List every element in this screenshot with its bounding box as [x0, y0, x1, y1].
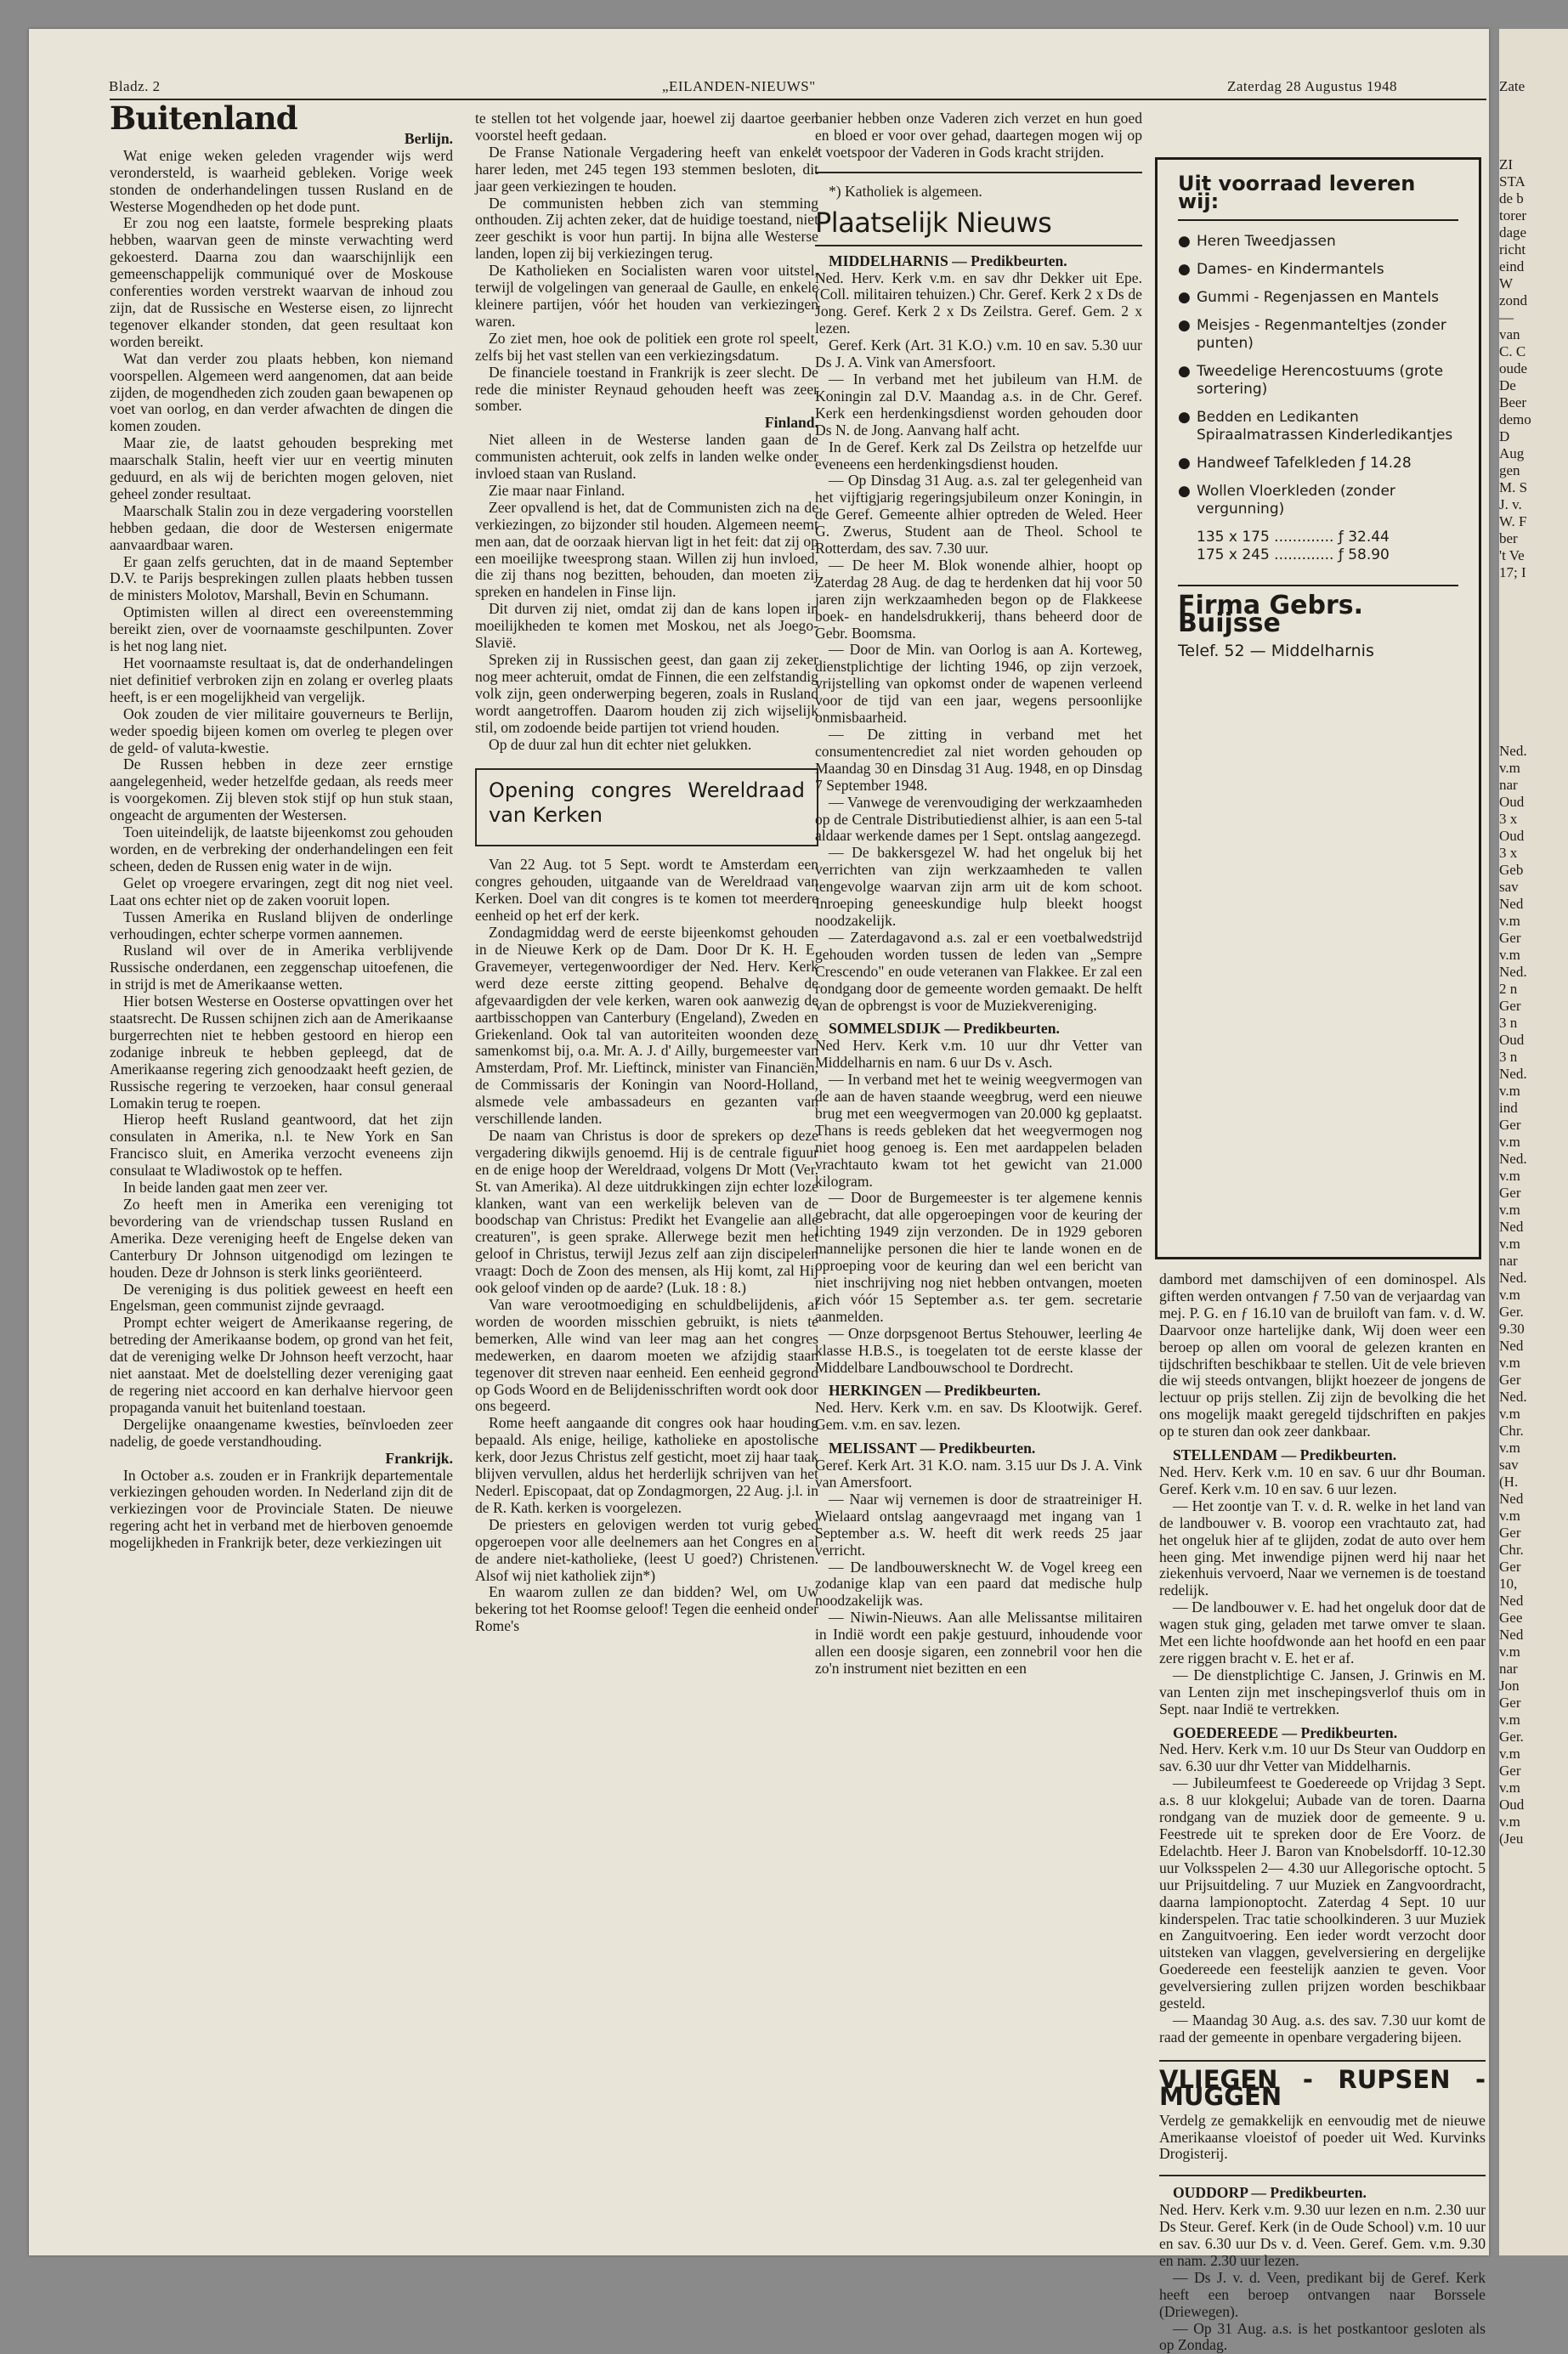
edge-line: (H. — [1499, 1474, 1519, 1490]
edge-line: Ned — [1499, 1593, 1524, 1609]
edge-line: Ger — [1499, 1763, 1521, 1779]
article-paragraph: Zo heeft men in Amerika een vereniging tot bevordering van de vriendschap tussen Rusland en Amerika. Deze vereniging heeft de Engelse deken van Canterbury Dr Johnson uitgenodigd om lezingen te houden. Deze dr Johnson is sterk links georiënteerd. — [110, 1196, 453, 1281]
column-2 — [475, 110, 818, 1635]
article-paragraph: De communisten hebben zich van stemming onthouden. Zij achten zeker, dat de huidige toestand, niet zeer geschikt is voor hun partij. In bijna alle Westerse landen, lopen zij bij verkiezingen terug. — [475, 194, 818, 263]
ad-vliegen-text: Verdelg ze gemakkelijk en eenvoudig met de nieuwe Amerikaanse vloeistof of poeder uit Wed. Kurvinks Drogisterij. — [1159, 2111, 1486, 2163]
edge-line: de b — [1499, 190, 1524, 207]
article-paragraph: te stellen tot het volgende jaar, hoewel zij daartoe geen voorstel heeft gedaan. — [475, 110, 818, 144]
column-buitenland — [110, 99, 453, 1552]
article-paragraph: Er gaan zelfs geruchten, dat in de maand September D.V. te Parijs besprekingen zullen plaats hebben tussen de ministers Molotov, Marshall, Bevin en Schumann. — [110, 552, 453, 604]
edge-line: Ger — [1499, 1185, 1521, 1201]
article-paragraph: — Door de Burgemeester is ter algemene kennis gebracht, dat alle opgeroepingen voor de keuring der lichting 1949 zijn verzonden. De in 1929 geboren mannelijke personen die hier te lande wonen en de oproeping voor de keuring dan wel een bericht van niet inschrijving nog niet hebben ontvangen, moeten zich vóór 15 September a.s. ter gem. secretarie aanmelden. — [815, 1189, 1142, 1325]
edge-line: Ger. — [1499, 1304, 1524, 1320]
article-paragraph: Er zou nog een laatste, formele bespreking plaats hebben, waarvan geen de minste verwachting werd gekoesterd. Daarna zou dan waarschijnlijk een gemeenschappelijk communiqué over de Moskouse conferenties worden verstrekt waarvan de inhoud zou zijn, dat de Russische en Westerse eisen, zo lijnrecht tegenover elkander stonden, dat geen resultaat kon worden bereikt. — [110, 214, 453, 350]
edge-line: sav — [1499, 1457, 1519, 1473]
article-paragraph: — Niwin-Nieuws. Aan alle Melissantse militairen in Indië wordt een pakje gestuurd, inhoudende voor allen een doosje sigaren, een zonnebril voor hen die zo'n instrument niet bezitten en een — [815, 1609, 1142, 1677]
edge-line: Ned — [1499, 1338, 1524, 1354]
edge-line: 't Ve — [1499, 547, 1525, 563]
edge-text-top — [1499, 156, 1567, 581]
article-paragraph: De Katholieken en Socialisten waren voor uitstel, terwijl de volgelingen van generaal de Gaulle, en enkele kleinere partijen, vóór het houden van verkiezingen waren. — [475, 262, 818, 330]
ad-size-2: 175 x 245 ............. ƒ 58.90 — [1197, 546, 1390, 563]
edge-line: v.m — [1499, 1440, 1520, 1456]
edge-line: Ger — [1499, 1117, 1521, 1133]
article-paragraph: Niet alleen in de Westerse landen gaan de communisten achteruit, ook zelfs in landen welke onder invloed staan van Rusland. — [475, 431, 818, 483]
article-paragraph: — De bakkersgezel W. had het ongeluk bij het verrichten van zijn werkzaamheden te vallen tengevolge waarvan zijn arm uit de kom schoot. Inroeping geneeskundige hulp bleekt hoogst noodzakelijk. — [815, 844, 1142, 929]
article-paragraph: Ned Herv. Kerk v.m. 10 uur dhr Vetter van Middelharnis en nam. 6 uur Ds v. Asch. — [815, 1037, 1142, 1072]
article-paragraph: — De zitting in verband met het consumentencrediet zal niet worden gehouden op Maandag 30 en Dinsdag 31 Aug. 1948, en op Dinsdag 7 September 1948. — [815, 726, 1142, 794]
edge-line: v.m — [1499, 760, 1520, 776]
edge-line: Oud — [1499, 1797, 1525, 1813]
edge-line: v.m — [1499, 1746, 1520, 1762]
edge-line: v.m — [1499, 1134, 1520, 1150]
edge-line: v.m — [1499, 1083, 1520, 1099]
edge-line: De — [1499, 377, 1516, 393]
subhead-ouddorp: OUDDORP — Predikbeurten. — [1159, 2175, 1486, 2202]
edge-line: Ned. — [1499, 1389, 1527, 1405]
article-paragraph: Geref. Kerk (Art. 31 K.O.) v.m. 10 en sav. 5.30 uur Ds J. A. Vink van Amersfoort. — [815, 337, 1142, 371]
article-paragraph: — Het zoontje van T. v. d. R. welke in het land van de landbouwer v. B. voorop een vrachtauto zat, had het ongeluk hier af te glijden, zodat de auto over hem heen ging. Met inwendige pijnen werd hij naar het ziekenhuis vervoerd, Naar we vernemen is de toestand redelijk. — [1159, 1497, 1486, 1599]
article-paragraph: Wat dan verder zou plaats hebben, kon niemand voorspellen. Algemeen werd aangenomen, dat aan beide zijden, de mogendheden zich zouden gaan bewapenen op voet van oorlog, en dan verder afwachten de dingen die komen zouden. — [110, 349, 453, 435]
column-4 — [1159, 1271, 1486, 2354]
edge-line: v.m — [1499, 1644, 1520, 1660]
edge-line: 9.30 — [1499, 1321, 1525, 1337]
article-paragraph: — De dienstplichtige C. Jansen, J. Grinwis en M. van Lenten zijn met inschepingsverlof thuis om in Sept. naar Indië te vertrekken. — [1159, 1666, 1486, 1717]
edge-line: Ned — [1499, 1627, 1524, 1643]
edge-line: v.m — [1499, 1814, 1520, 1830]
article-paragraph: Optimisten willen al direct een overeenstemming bereikt zien, over de voornaamste geschilpunten. Zover is het nog lang niet. — [110, 603, 453, 655]
article-paragraph: De vereniging is dus politiek geweest en heeft een Engelsman, geen communist zijnde gevraagd. — [110, 1280, 453, 1315]
edge-line: Ger — [1499, 998, 1521, 1014]
edge-line: Chr. — [1499, 1423, 1524, 1439]
edge-line: nar — [1499, 1661, 1518, 1677]
edge-line: (Jeu — [1499, 1831, 1524, 1847]
edge-line: richt — [1499, 241, 1526, 257]
edge-line: v.m — [1499, 1236, 1520, 1252]
edge-line: gen — [1499, 462, 1520, 478]
edge-line: Ned. — [1499, 964, 1527, 980]
subhead-melissant: MELISSANT — Predikbeurten. — [829, 1440, 1036, 1457]
edge-line: v.m — [1499, 1287, 1520, 1303]
edge-line: sav — [1499, 879, 1519, 895]
edge-line: Ger — [1499, 930, 1521, 946]
article-paragraph: Geref. Kerk Art. 31 K.O. nam. 3.15 uur Ds J. A. Vink van Amersfoort. — [815, 1457, 1142, 1491]
next-page-edge — [1499, 29, 1568, 2255]
edge-line: 3 n — [1499, 1015, 1518, 1031]
ad-town: Middelharnis — [1271, 642, 1374, 660]
dateline-finland: Finland. — [764, 414, 818, 432]
ad-items — [1178, 233, 1458, 518]
edge-line: 10, — [1499, 1576, 1518, 1592]
ad-item: ● Wollen Vloerkleden (zonder vergunning) — [1178, 483, 1458, 518]
edge-line: Ned. — [1499, 743, 1527, 759]
edge-line: W — [1499, 275, 1514, 291]
article-paragraph: dambord met damschijven of een dominospel. Als giften werden ontvangen ƒ 7.50 van de verjaardag van mej. P. G. en ƒ 16.10 van de bruiloft van fam. v. d. W. Daarvoor onze hartelijke dank, Wij doen weer een beroep op allen om vooral de gelezen kranten en tijdschriften beschikbaar te stellen. Uit de vele brieven die wij steeds ontvangen, blijkt hoezeer de jongens de lectuur op prijs stellen. Zij zijn de bevolking die het ons mogelijk maakt geregeld tijdschriften en pakjes op te sturen dan ook zeer dankbaar. — [1159, 1270, 1486, 1440]
article-paragraph: Zondagmiddag werd de eerste bijeenkomst gehouden in de Nieuwe Kerk op de Dam. Door Dr K. H. E. Gravemeyer, vertegenwoordiger der Ned. Herv. Kerk werd deze eerste zitting geopend. Behalve de afgevaardigden der vele kerken, waren ook aanwezig de aartbisschoppen van Canterbury (Engeland), Zweden en Griekenland. Ook tal van autoriteiten woonden deze samenkomst bij, o.a. Mr. A. J. d' Ailly, burgemeester van Amsterdam, Prof. Mr. Lieftinck, minister van Financiën, de Commissaris der Koningin van Noord-Holland, alsmede vele ambassadeurs en gezanten van verschillende landen. — [475, 924, 818, 1128]
article-paragraph: Prompt echter weigert de Amerikaanse regering, de betreding der Amerikaanse bodem, op grond van het feit, dat de vereniging welke Dr Johnson heeft verzocht, haar niet aanstaat. Met de doelstelling dezer vereniging gaat de regering niet accoord en kan derhalve hiervoor geen propaganda vanuit het buitenland toestaan. — [110, 1314, 453, 1416]
edge-line: nar — [1499, 777, 1518, 793]
subhead-middelharnis: MIDDELHARNIS — Predikbeurten. — [829, 252, 1067, 269]
edge-line: ZI — [1499, 156, 1514, 173]
article-paragraph: Rusland wil over de in Amerika verblijvende Russische onderdanen, een zeggenschap uitoefenen, die in strijd is met de Amerikaanse wetten. — [110, 942, 453, 993]
edge-line: Ned. — [1499, 1066, 1527, 1082]
article-paragraph: — Op 31 Aug. a.s. is het postkantoor gesloten als op Zondag. — [1159, 2319, 1486, 2354]
edge-line: STA — [1499, 173, 1526, 190]
subhead-sommelsdijk: SOMMELSDIJK — Predikbeurten. — [829, 1020, 1060, 1038]
edge-line: Ger — [1499, 1372, 1521, 1388]
newspaper-page — [29, 29, 1489, 2354]
edge-line: nar — [1499, 1253, 1518, 1269]
paper-name: „EILANDEN-NIEUWS" — [662, 78, 816, 94]
edge-line: Ger — [1499, 1525, 1521, 1541]
article-paragraph: — Maandag 30 Aug. a.s. des sav. 7.30 uur komt de raad der gemeente in openbare vergadering bijeen. — [1159, 2011, 1486, 2046]
article-paragraph: Dergelijke onaangename kwesties, beïnvloeden zeer nadelig, de goede verstandhouding. — [110, 1415, 453, 1450]
subhead-stellendam: STELLENDAM — Predikbeurten. — [1173, 1446, 1397, 1464]
edge-line: Ger — [1499, 1559, 1521, 1575]
article-paragraph: In de Geref. Kerk zal Ds Zeilstra op hetzelfde uur eveneens een herdenkingsdienst houden. — [815, 438, 1142, 472]
ad-size-1: 135 x 175 ............. ƒ 32.44 — [1197, 529, 1390, 546]
ad-item: ● Bedden en Ledikanten Spiraalmatrassen Kinderledikantjes — [1178, 409, 1458, 444]
edge-line: Oud — [1499, 828, 1525, 844]
article-paragraph: — De landbouwer v. E. had het ongeluk door dat de wagen stuk ging, geladen met tarwe omver te slaan. Met een lichte hoofdwonde aan het hoofd en een paar zere riggen bracht v. E. het er af. — [1159, 1599, 1486, 1666]
edge-line: v.m — [1499, 1355, 1520, 1371]
edge-line: Ned. — [1499, 1270, 1527, 1286]
article-paragraph: Dit durven zij niet, omdat zij dan de kans lopen in moeilijkheden te komen met Moskou, net als Joego-Slavië. — [475, 600, 818, 652]
article-paragraph: Tussen Amerika en Rusland blijven de onderlinge verhoudingen, echter scherpe vormen aannemen. — [110, 908, 453, 942]
edge-line: Ger. — [1499, 1729, 1524, 1745]
ad-item: ● Tweedelige Herencostuums (grote sortering) — [1178, 363, 1458, 399]
ad-item: ● Handweef Tafelkleden ƒ 14.28 — [1178, 455, 1458, 472]
section-title-buitenland: Buitenland — [110, 99, 297, 137]
article-paragraph: Ook zouden de vier militaire gouverneurs te Berlijn, weder spoedig bijeen komen om overleg te plegen over de geld- of valuta-kwestie. — [110, 705, 453, 756]
article-paragraph: Van ware verootmoediging en schuldbelijdenis, al worden de woorden misschien gebruikt, is niets te bemerken, Alle wind van leer mag aan het congres medewerken, en daarom moeten we afzijdig staan tegenover dit streven naar eenheid. Een eenheid gegrond op Gods Woord en de Belijdenisschriften wordt ook door ons begeerd. — [475, 1296, 818, 1415]
article-paragraph: Van 22 Aug. tot 5 Sept. wordt te Amsterdam een congres gehouden, uitgaande van de Wereldraad van Kerken. Doel van dit congres is te komen tot meerdere eenheid op het erf der kerk. — [475, 856, 818, 925]
edge-line: ind — [1499, 1100, 1518, 1116]
article-paragraph: Wat enige weken geleden vragender wijs werd verondersteld, is waarheid gebleken. Vorige week stonden de onderhandelingen tussen Rusland en de Westerse Mogendheden op het dode punt. — [110, 146, 453, 215]
article-paragraph: — De landbouwersknecht W. de Vogel kreeg een zodanige klap van een paard dat medische hulp noodzakelijk was. — [815, 1558, 1142, 1610]
edge-line: J. v. — [1499, 496, 1522, 512]
edge-line: 3 x — [1499, 845, 1518, 861]
advertisement-buijsse — [1155, 157, 1481, 1259]
article-paragraph: — Op Dinsdag 31 Aug. a.s. zal ter gelegenheid van het vijftigjarig regeringsjubileum onzer Koningin, in de Geref. Gemeente alhier optreden de Weled. Heer G. Zwerus, Student aan de Theol. School te Rotterdam, des sav. 7.30 uur. — [815, 472, 1142, 557]
edge-line: v.m — [1499, 1168, 1520, 1184]
edge-line: 2 n — [1499, 981, 1518, 997]
article-paragraph: Rome heeft aangaande dit congres ook haar houding bepaald. Als enige, heilige, katholieke en apostolische kerk, door Jezus Christus zelf gesticht, moet zij haar taak blijven vervullen, aldus het herderlijk schrijven van het Nederl. Episcopaat, dat op Zondagmorgen, 22 Aug. j.l. in de R. Kath. kerken is voorgelezen. — [475, 1414, 818, 1516]
header-rule — [110, 99, 1486, 100]
article-paragraph: Het voornaamste resultaat is, dat de onderhandelingen niet definitief verbroken zijn en zolang er overleg plaats heeft, is er een mogelijkheid van vergelijk. — [110, 654, 453, 705]
article-paragraph: Hier botsen Westerse en Oosterse opvattingen over het staatsrecht. De Russen schijnen zich aan de Amerikaanse burgerrechten niet te hebben gestoord en hierop een zodanige inbreuk te hebben gepleegd, dat de Amerikaanse regering zich genoodzaakt heeft gezien, de Russische regering te verzoeken, haar consul generaal Lomakin terug te roepen. — [110, 993, 453, 1112]
edge-line: 3 x — [1499, 811, 1518, 827]
article-paragraph: — Zaterdagavond a.s. zal er een voetbalwedstrijd gehouden worden tussen de leden van „Sempre Crescendo" en oude veteranen van Flakkee. Er zal een rondgang door de gemeente worden gemaakt. De helft van de opbrengst is voor de Muziekvereniging. — [815, 928, 1142, 1014]
edge-line: Geb — [1499, 862, 1524, 878]
article-paragraph: Zo ziet men, hoe ook de politiek een grote rol speelt, zelfs bij het vast stellen van een verkiezingsdatum. — [475, 329, 818, 364]
article-paragraph: — Vanwege de verenvoudiging der werkzaamheden op de Centrale Distributiedienst alhier, is aan een 5-tal aldaar werkende dames per 1 Sept. ontslag aangezegd. — [815, 793, 1142, 845]
ad-contact: Telef. 52 — Middelharnis — [1178, 642, 1374, 660]
article-paragraph: — In verband met het jubileum van H.M. de Koningin zal D.V. Maandag a.s. in de Chr. Geref. Kerk een herdenkingsdienst worden gehouden door Ds N. de Jong. Aanvang half acht. — [815, 370, 1142, 439]
edge-line: v.m — [1499, 1780, 1520, 1796]
edge-line: Ger — [1499, 1695, 1521, 1711]
article-paragraph: De financiele toestand in Frankrijk is zeer slecht. De rede die minister Reynaud gehouden heeft was zeer somber. — [475, 363, 818, 415]
article-paragraph: De Russen hebben in deze zeer ernstige aangelegenheid, weder hetzelfde gedaan, als reeds meer is voorgekomen. Zij bleven stok stijf op hun stuk staan, ongeacht de argumenten der Westersen. — [110, 755, 453, 824]
edge-line: Oud — [1499, 1032, 1525, 1048]
article-paragraph: In beide landen gaat men zeer ver. — [123, 1179, 328, 1197]
ad-title: Uit voorraad leveren wij: — [1178, 175, 1458, 221]
edge-text-bottom — [1499, 743, 1567, 1848]
page-date: Zaterdag 28 Augustus 1948 — [1227, 78, 1397, 94]
ad-tel: Telef. 52 — [1178, 642, 1245, 660]
page-number: Bladz. 2 — [109, 78, 161, 94]
edge-header: Zate — [1499, 78, 1526, 94]
section-title-plaatselijk: Plaatselijk Nieuws — [815, 206, 1142, 246]
article-paragraph: In October a.s. zouden er in Frankrijk departementale verkiezingen gehouden worden. In Nederland zijn dit de verkiezingen voor de Provinciale Staten. De nieuwe regering acht het in verband met de hierboven genoemde mogelijkheden in Frankrijk beter, deze verkiezingen uit — [110, 1466, 453, 1552]
edge-line: M. S — [1499, 479, 1528, 495]
edge-line: Ned — [1499, 896, 1524, 912]
edge-line: van — [1499, 326, 1520, 342]
article-paragraph: Hierop heeft Rusland geantwoord, dat het zijn consulaten in Amerika, n.l. te New York en San Francisco sluit, en Amerika verzocht eveneens zijn consulaat te Wladiwostok op te heffen. — [110, 1111, 453, 1180]
article-paragraph: Zeer opvallend is het, dat de Communisten zich na de verkiezingen, zo bijzonder stil houden. Algemeen neemt men aan, dat de oorzaak hiervan ligt in het feit: dat zij op een moeilijke tweesprong staan. Willen zij hun invloed, die zij thans nog bezitten, behouden, dan moeten zij spreken en handelen in Finse lijn. — [475, 498, 818, 601]
article-paragraph: Zie maar naar Finland. — [489, 481, 626, 499]
edge-line: v.m — [1499, 1406, 1520, 1422]
article-paragraph: Op de duur zal hun dit echter niet gelukken. — [489, 735, 752, 753]
headline-box — [475, 768, 818, 846]
edge-line: v.m — [1499, 947, 1520, 963]
ad-item: ● Dames- en Kindermantels — [1178, 261, 1458, 279]
article-paragraph: — Door de Min. van Oorlog is aan A. Korteweg, dienstplichtige der lichting 1946, op zijn verzoek, vrijstelling van opkomst onder de wapenen verleend voor de tijd van een jaar, wegens persoonlijke onmisbaarheid. — [815, 641, 1142, 727]
article-paragraph: Toen uiteindelijk, de laatste bijeenkomst zou gehouden worden, en de verbreking der onderhandelingen een feit scheen, deden de Russen enig water in de wijn. — [110, 823, 453, 874]
article-paragraph: Ned. Herv. Kerk v.m. 10 uur Ds Steur van Ouddorp en sav. 6.30 uur dhr Vetter van Middelharnis. — [1159, 1740, 1486, 1775]
edge-line: zond — [1499, 292, 1528, 308]
edge-line: D — [1499, 428, 1510, 444]
dateline-berlijn: Berlijn. — [404, 129, 453, 147]
divider — [815, 172, 1142, 173]
article-paragraph: Maar zie, de laatst gehouden bespreking met maarschalk Stalin, heeft vier uur en veertig minuten geduurd, en als wij de berichten mogen geloven, niet geheel zonder resultaat. — [110, 434, 453, 502]
edge-line: 17; I — [1499, 564, 1526, 580]
footnote: *) Katholiek is algemeen. — [829, 182, 982, 200]
article-paragraph: De priesters en gelovigen werden tot vurig gebed opgeroepen voor alle deelnemers aan het Congres en al de andere niet-katholieke, (leest U goed?) Christenen. Alsof wij niet katholiek zijn*) — [475, 1515, 818, 1584]
edge-line: v.m — [1499, 1508, 1520, 1524]
article-paragraph: — Naar wij vernemen is door de straatreiniger H. Wielaard ontslag aangevraagd met ingang van 1 September a.s. W. heeft dit werk reeds 25 jaar verricht. — [815, 1490, 1142, 1559]
edge-line: W. F — [1499, 513, 1527, 529]
edge-line: Aug — [1499, 445, 1525, 461]
edge-line: v.m — [1499, 1202, 1520, 1218]
edge-line: Gee — [1499, 1610, 1523, 1626]
edge-line: v.m — [1499, 1712, 1520, 1728]
article-paragraph: En waarom zullen ze dan bidden? Wel, om Uw bekering tot het Roomse geloof! Tegen die eenheid onder Rome's — [475, 1583, 818, 1635]
headline-wereldraad: Opening congres Wereldraad van Kerken — [489, 778, 805, 828]
article-paragraph: Spreken zij in Russischen geest, dan gaan zij zeker nog meer achteruit, omdat de Finnen, die een zelfstandig volk zijn, geen onderwerping begeren, zoals in Rusland wordt aangetroffen. Daarom houden zij zich wijselijk stil, om zodoende beide partijen tot vriend houden. — [475, 651, 818, 736]
article-paragraph: Ned. Herv. Kerk v.m. 10 en sav. 6 uur dhr Bouman. Geref. Kerk v.m. 10 en sav. 6 uur lezen. — [1159, 1463, 1486, 1497]
edge-line: v.m — [1499, 913, 1520, 929]
article-paragraph: Ned. Herv. Kerk v.m. 9.30 uur lezen en n.m. 2.30 uur Ds Steur. Geref. Kerk (in de Oude School) v.m. 10 uur en sav. 6.30 uur Ds v. d. Veen. Geref. Gem. v.m. 9.30 en nam. 2.30 uur lezen. — [1159, 2201, 1486, 2269]
edge-line: — — [1499, 309, 1514, 325]
subhead-herkingen: HERKINGEN — Predikbeurten. — [829, 1382, 1041, 1400]
edge-line: Oud — [1499, 794, 1525, 810]
edge-line: eind — [1499, 258, 1525, 274]
edge-line: demo — [1499, 411, 1531, 427]
ad-item: ● Heren Tweedjassen — [1178, 233, 1458, 251]
article-paragraph: — Ds J. v. d. Veen, predikant bij de Geref. Kerk heeft een beroep ontvangen naar Borssele (Driewegen). — [1159, 2268, 1486, 2320]
article-paragraph: De Franse Nationale Vergadering heeft van enkele harer leden, met 245 tegen 193 stemmen besloten, dit jaar geen verkiezingen te houden. — [475, 143, 818, 195]
article-paragraph: — De heer M. Blok wonende alhier, hoopt op Zaterdag 28 Aug. de dag te herdenken dat hij voor 50 jaren zijn werkzaamheden begon op de Flakkeese boek- en handelsdrukkerij, thans beheerd door de Gebr. Boomsma. — [815, 556, 1142, 642]
edge-line: ber — [1499, 530, 1518, 546]
article-paragraph: — Jubileumfeest te Goedereede op Vrijdag 3 Sept. a.s. 8 uur klokgelui; Aubade van de toren. Daarna rondgang van de muziek door de gemeente. 9 u. Feestrede uit te spreken door de Ere Voorz. de Edelachtb. Heer J. Baron van Knobelsdorff. 10-12.30 uur Volksspelen 2— 4.30 uur Allegorische optocht. 5 uur Prijsuitdeling. 7 uur Muziek en Zangvoordracht, daarna lampionoptocht. Zaterdag 4 Sept. 10 uur kinderspelen. Trac tatie schoolkinderen. 3 uur Muziek en Zanguitvoering. Een ieder wordt verzocht door uitsteken van vlaggen, gevelversiering en dergelijke Goedereede een feestelijk aanzien te geven. Voor gevelversiering zullen prijzen worden beschikbaar gesteld. — [1159, 1774, 1486, 2012]
ad-firm: Firma Gebrs. Buijsse — [1178, 585, 1458, 632]
edge-line: Ned. — [1499, 1151, 1527, 1167]
edge-line: Ned — [1499, 1219, 1524, 1235]
edge-line: 3 n — [1499, 1049, 1518, 1065]
edge-line: Jon — [1499, 1678, 1520, 1694]
article-paragraph: De naam van Christus is door de sprekers op deze vergadering dikwijls genoemd. Hij is de centrale figuur en de enige hoop der Wereldraad, volgens Dr Mott (Ver. St. van Amerika). Al deze uitdrukkingen zijn echter loze klanken, want van een werkelijk beleven van de boodschap van Christus: Predikt het Evangelie aan alle creaturen", is geen sprake. Allerwege bezit men het geloof in Christus, terwijl Jezus zelf aan zijn discipelen vraagt: Doch de Zoon des mensen, als Hij komt, zal Hij ook geloof vinden op de aarde? (Luk. 18 : 8.) — [475, 1126, 818, 1297]
edge-line: oude — [1499, 360, 1528, 376]
edge-line: Chr. — [1499, 1542, 1524, 1558]
article-paragraph: banier hebben onze Vaderen zich verzet en hun goed en bloed er voor over gehad, daartegen mogen wij op 't voetspoor der Vaderen in Gods kracht strijden. — [815, 110, 1142, 161]
article-paragraph: Ned. Herv. Kerk v.m. en sav. Ds Klootwijk. Geref. Gem. v.m. en sav. lezen. — [815, 1399, 1142, 1434]
column-3 — [815, 110, 1142, 1678]
ad-item: ● Meisjes - Regenmanteltjes (zonder punten) — [1178, 317, 1458, 353]
ad-vliegen: VLIEGEN - RUPSEN - MUGGEN — [1159, 2060, 1486, 2106]
ad-item: ● Gummi - Regenjassen en Mantels — [1178, 289, 1458, 307]
article-paragraph: Maarschalk Stalin zou in deze vergadering voorstellen hebben gedaan, die door de Westersen enigermate aanvaardbaar waren. — [110, 501, 453, 553]
article-paragraph: — Onze dorpsgenoot Bertus Stehouwer, leerling 4e klasse H.B.S., is toegelaten tot de eerste klasse der Middelbare Landbouwschool te Dordrecht. — [815, 1324, 1142, 1376]
article-paragraph: Gelet op vroegere ervaringen, zegt dit nog niet veel. Laat ons echter niet op de zaken vooruit lopen. — [110, 874, 453, 908]
subhead-goedereede: GOEDEREEDE — Predikbeurten. — [1173, 1723, 1398, 1741]
edge-line: Beer — [1499, 394, 1527, 410]
edge-line: dage — [1499, 224, 1527, 240]
edge-line: Ned — [1499, 1491, 1524, 1507]
article-paragraph: — In verband met het te weinig weegvermogen van de aan de haven staande weegbrug, werd een nieuwe brug met een weegvermogen van 20.000 kg geplaatst. Thans is reeds gebleken dat het weegvermogen nog niet hoog genoeg is. Een met aardappelen beladen vrachtauto kwam tot het gewicht van 21.000 kilogram. — [815, 1071, 1142, 1190]
dateline-frankrijk: Frankrijk. — [385, 1449, 453, 1467]
article-paragraph: Ned. Herv. Kerk v.m. en sav dhr Dekker uit Epe. (Coll. militairen tehuizen.) Chr. Geref. Kerk 2 x Ds de Jong. Geref. Kerk 2 x Ds Zeilstra. Geref. Gem. 2 x lezen. — [815, 269, 1142, 337]
edge-line: torer — [1499, 207, 1527, 224]
edge-line: C. C — [1499, 343, 1526, 359]
